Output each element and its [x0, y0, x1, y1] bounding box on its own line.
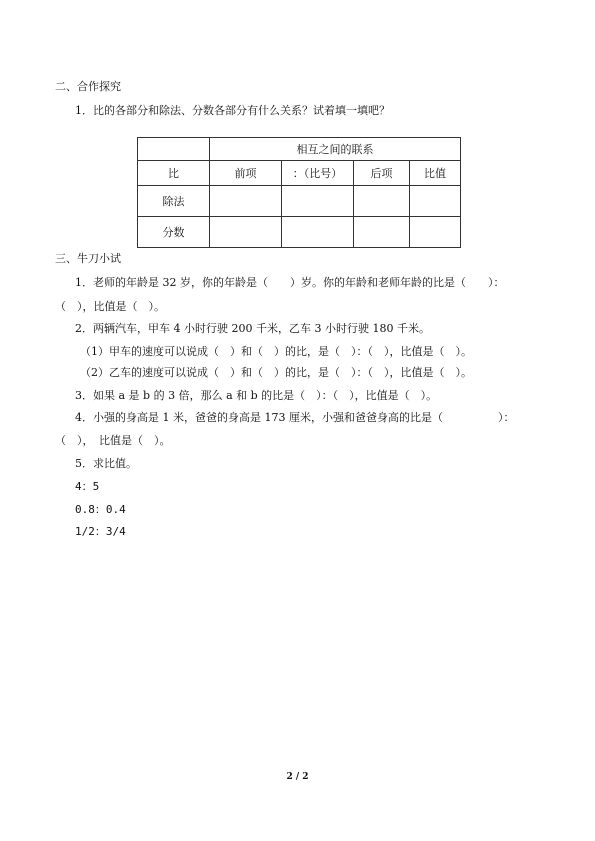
table-blank-cell[interactable]: [210, 186, 282, 217]
table-corner-cell: [138, 138, 210, 161]
table-row: [138, 186, 461, 217]
section-2-question-1: 1．比的各部分和除法、分数各部分有什么关系？试着填一填吧？: [75, 104, 390, 117]
question-3: 3．如果 a 是 b 的 3 倍，那么 a 和 b 的比是（ ）：（ ），比值是（ ）。: [75, 389, 438, 402]
table-cell: 后项: [354, 161, 410, 186]
page-number: 2 / 2: [286, 772, 309, 782]
question-1-line-2: （ ），比值是（ ）。: [55, 300, 165, 313]
table-cell: 比: [138, 161, 210, 186]
table-blank-cell[interactable]: [210, 217, 282, 248]
table-row: [138, 217, 461, 248]
table-group-header: 相互之间的联系: [210, 138, 461, 161]
table-cell: 除法: [138, 186, 210, 217]
expression-1: 4：5: [75, 480, 100, 493]
question-2-part-2: （2）乙车的速度可以说成（ ）和（ ）的比，是（ ）：（ ），比值是（ ）。: [80, 366, 472, 379]
table-cell: ：（比号）: [282, 161, 354, 186]
table-blank-cell[interactable]: [354, 186, 410, 217]
table-cell: 分数: [138, 217, 210, 248]
question-1-line-1: 1．老师的年龄是 32 岁，你的年龄是（ ）岁。你的年龄和老师年龄的比是（ ）：: [75, 276, 505, 289]
section-2-heading: 二、合作探究: [55, 80, 121, 93]
section-3-heading: 三、牛刀小试: [55, 252, 121, 265]
table-blank-cell[interactable]: [410, 186, 461, 217]
table-blank-cell[interactable]: [354, 217, 410, 248]
table-blank-cell[interactable]: [282, 217, 354, 248]
table-cell: 比值: [410, 161, 461, 186]
table-blank-cell[interactable]: [410, 217, 461, 248]
expression-2: 0.8：0.4: [75, 503, 126, 516]
question-4-line-1: 4．小强的身高是 1 米，爸爸的身高是 173 厘米，小强和爸爸身高的比是（ ）：: [75, 411, 515, 424]
question-2-part-1: （1）甲车的速度可以说成（ ）和（ ）的比，是（ ）：（ ），比值是（ ）。: [80, 345, 472, 358]
relation-table: [137, 137, 461, 248]
table-row: [138, 161, 461, 186]
question-4-line-2: （ ）， 比值是（ ）。: [55, 434, 171, 447]
question-2: 2．两辆汽车，甲车 4 小时行驶 200 千米，乙车 3 小时行驶 180 千米。: [75, 322, 430, 335]
expression-3: 1/2：3/4: [75, 525, 126, 538]
table-cell: 前项: [210, 161, 282, 186]
question-5: 5．求比值。: [75, 457, 137, 470]
table-blank-cell[interactable]: [282, 186, 354, 217]
